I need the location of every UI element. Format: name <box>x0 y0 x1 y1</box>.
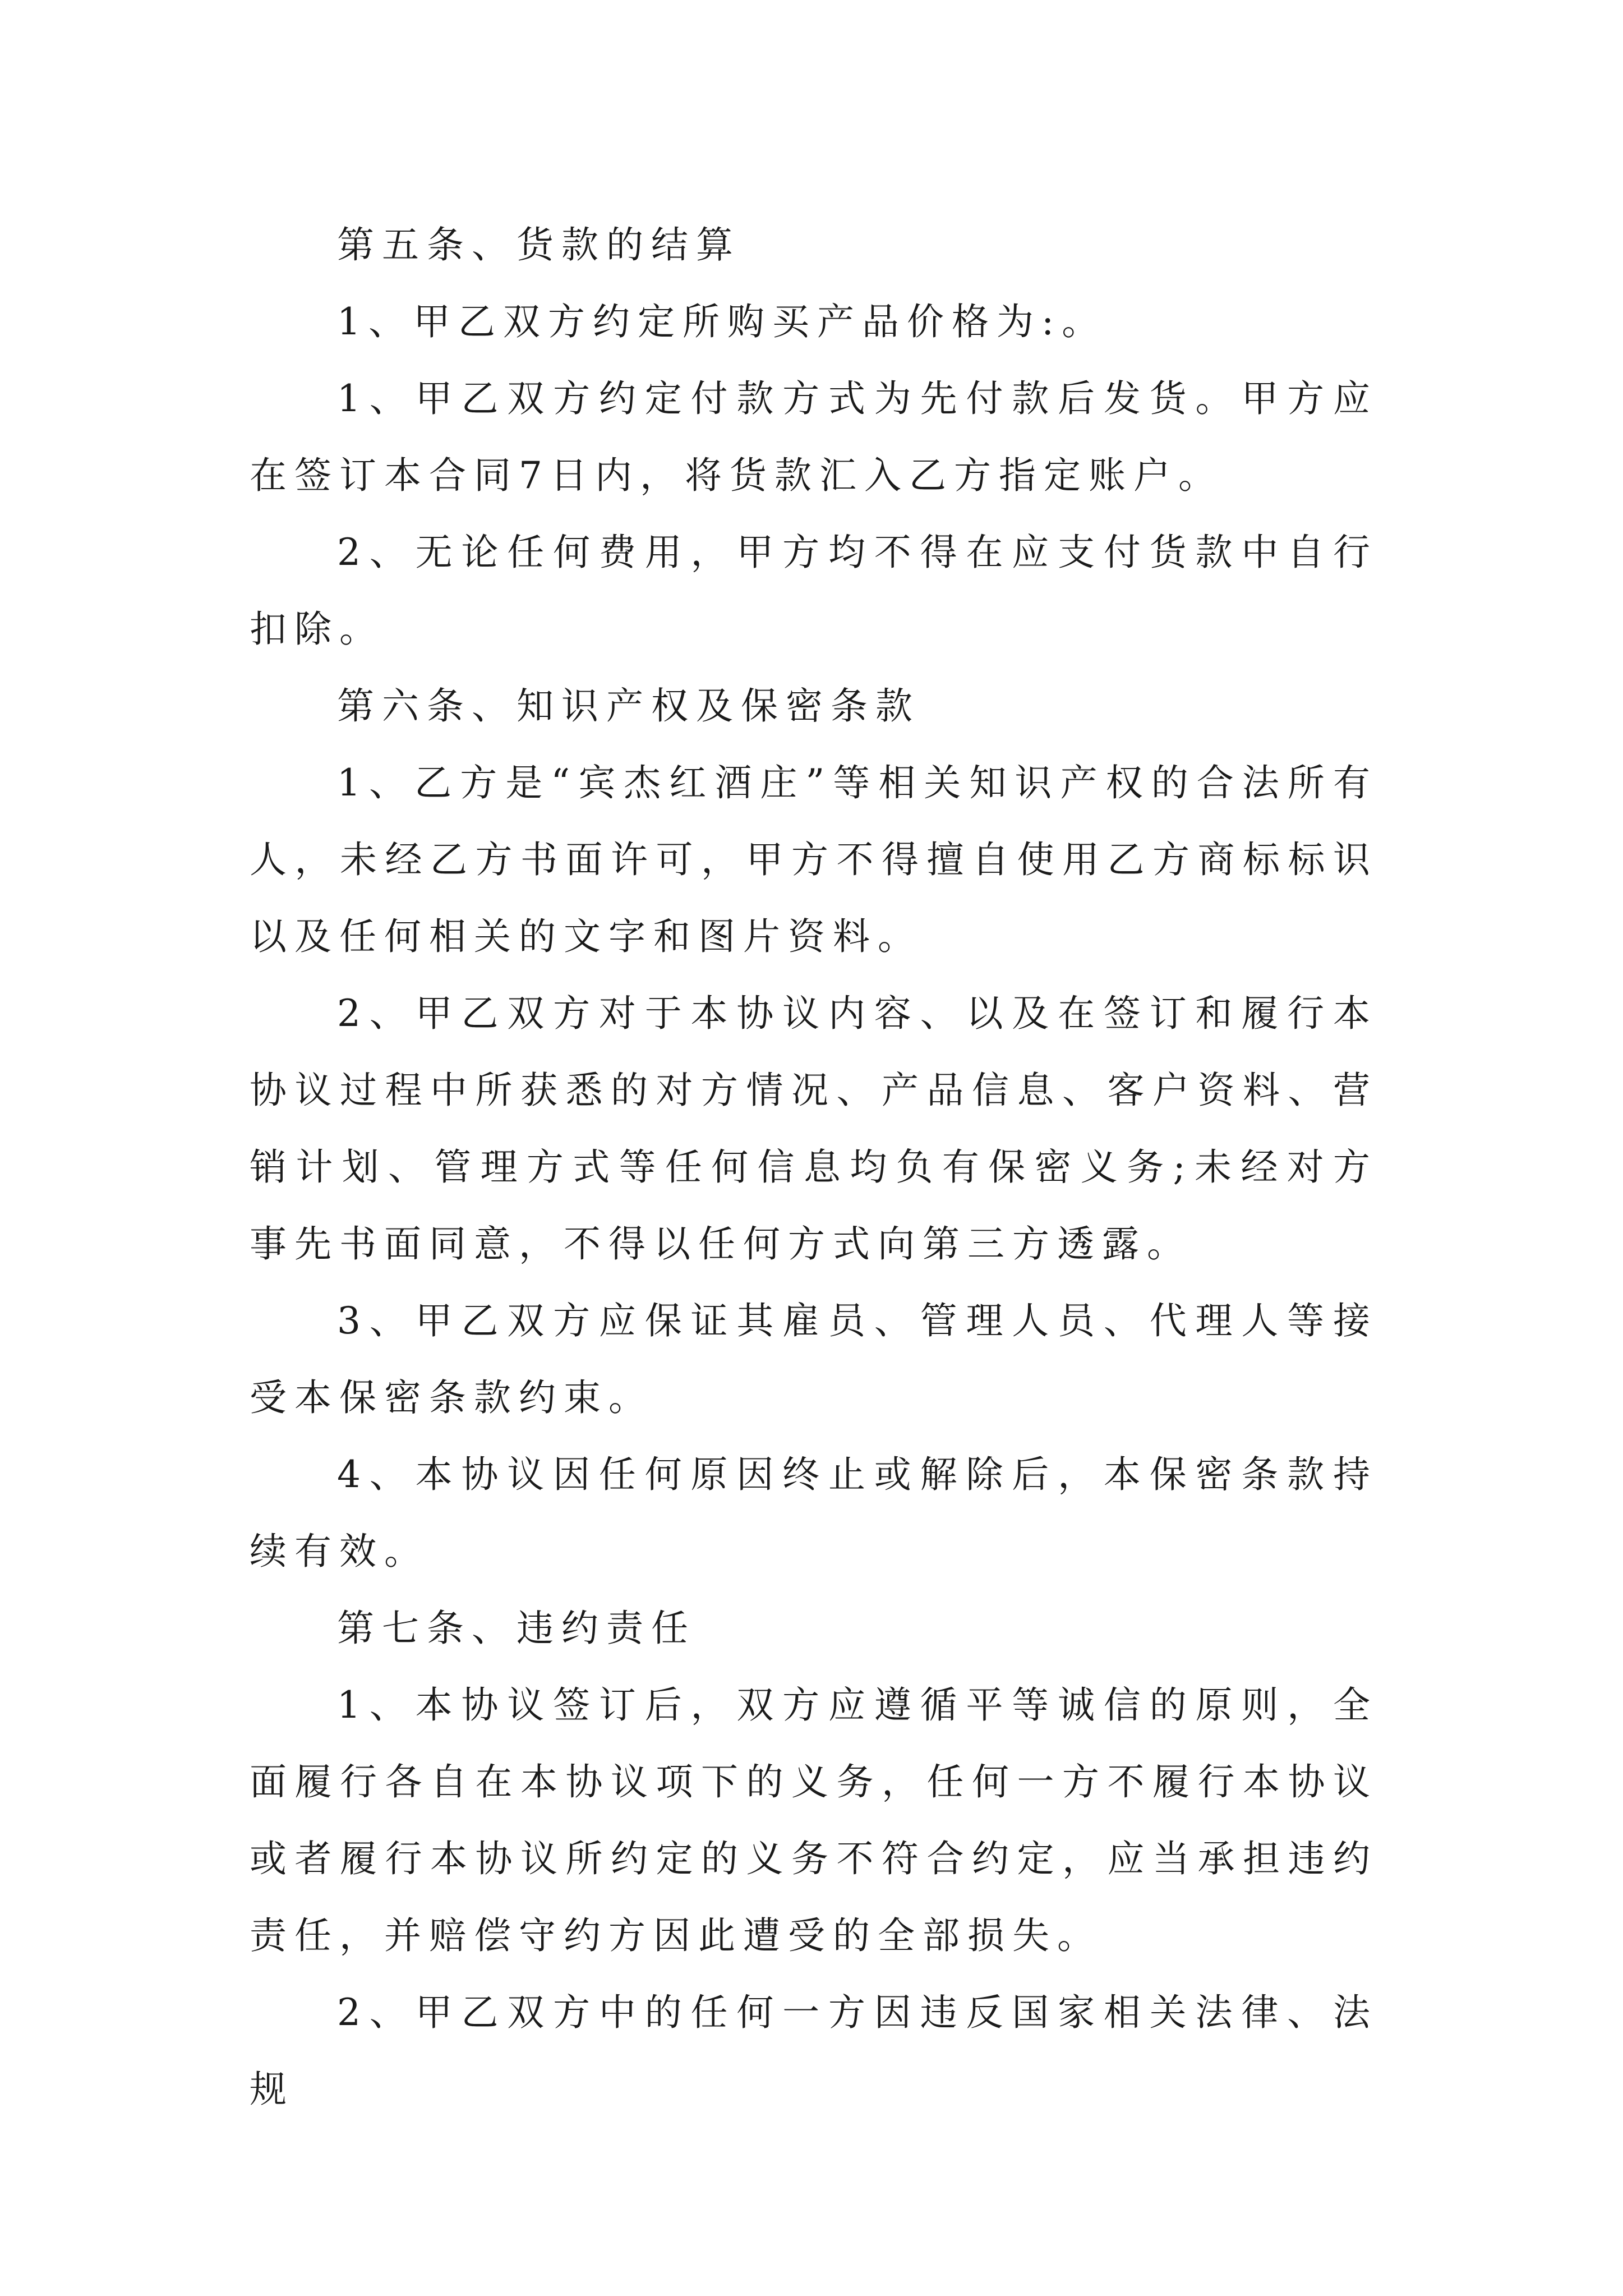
document-body <box>250 206 1378 2128</box>
paragraph: 2、甲乙双方对于本协议内容、以及在签订和履行本协议过程中所获悉的对方情况、产品信息、客户资料、营销计划、管理方式等任何信息均负有保密义务;未经对方事先书面同意，不得以任何方式向第三方透露。 <box>250 992 1378 1266</box>
paragraph: 1、乙方是“宾杰红酒庄”等相关知识产权的合法所有人，未经乙方书面许可，甲方不得擅自使用乙方商标标识以及任何相关的文字和图片资料。 <box>250 761 1378 958</box>
paragraph: 4、本协议因任何原因终止或解除后，本保密条款持续有效。 <box>250 1453 1378 1573</box>
paragraph: 1、甲乙双方约定所购买产品价格为:。 <box>337 300 1107 343</box>
paragraph: 3、甲乙双方应保证其雇员、管理人员、代理人等接受本保密条款约束。 <box>250 1299 1378 1419</box>
paragraph: 1、本协议签订后，双方应遵循平等诚信的原则，全面履行各自在本协议项下的义务，任何一方不履行本协议或者履行本协议所约定的义务不符合约定，应当承担违约责任，并赔偿守约方因此遭受的全部损失。 <box>250 1683 1378 1957</box>
paragraph: 1、甲乙双方约定付款方式为先付款后发货。甲方应在签订本合同7日内，将货款汇入乙方指定账户。 <box>250 377 1378 497</box>
section-heading-7: 第七条、违约责任 <box>337 1607 696 1650</box>
paragraph: 2、无论任何费用，甲方均不得在应支付货款中自行扣除。 <box>250 531 1378 651</box>
paragraph: 2、甲乙双方中的任何一方因违反国家相关法律、法规 <box>250 1991 1378 2111</box>
section-heading-6: 第六条、知识产权及保密条款 <box>337 684 920 728</box>
section-heading-5: 第五条、货款的结算 <box>337 223 741 266</box>
